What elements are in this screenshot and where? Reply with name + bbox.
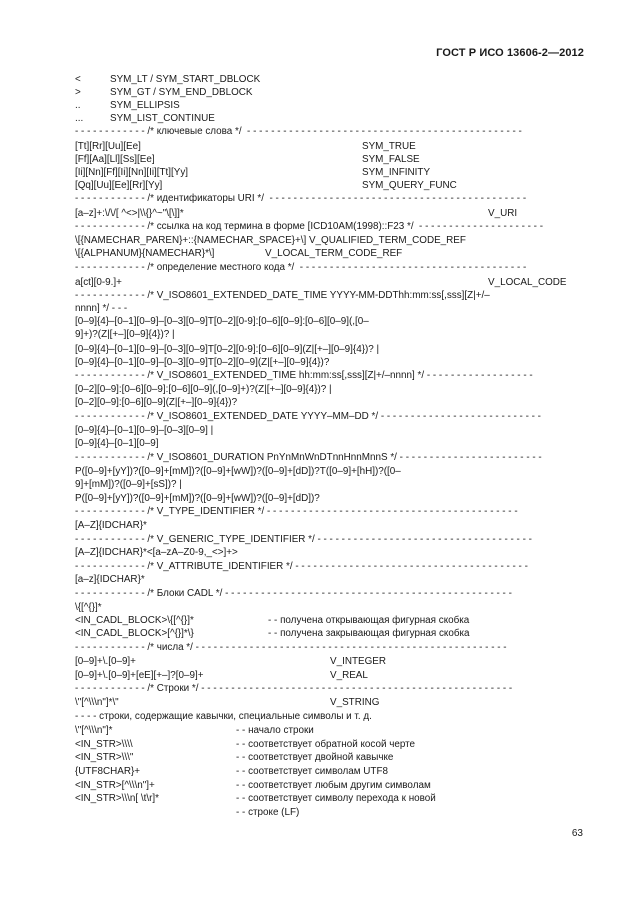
code-line: \[{ALPHANUM}{NAMECHAR}*\] <box>75 248 215 259</box>
code-line-annotation: V_STRING <box>330 697 380 708</box>
code-line: [a–z]{IDCHAR}* <box>75 574 145 585</box>
code-line: - - - - - - - - - - - - /* ключевые слова */ - - - - - - - - - - - - - - - - - - - - - - - - - - - - - - - - - - - - - - - - - - - - - - <box>75 126 522 137</box>
code-line-annotation: SYM_ELLIPSIS <box>110 100 180 111</box>
code-line-annotation: - - соответствует обратной косой черте <box>236 739 416 750</box>
code-line: - - - - - - - - - - - - /* V_ISO8601_EXTENDED_DATE YYYY–MM–DD */ - - - - - - - - - - - - - - - - - - - - - - - - - - - <box>75 411 541 422</box>
code-line: [0–2][0–9]:[0–6][0–9]:[0–6][0–9](,[0–9]+)?(Z|[+–][0–9]{4})? | <box>75 384 332 395</box>
code-line: {UTF8CHAR}+ <box>75 766 141 777</box>
code-line: [a–z]+:\/\/[ ^<>|\\{}^~"\[\]]* <box>75 208 184 219</box>
code-line-annotation: - - соответствует символам UTF8 <box>236 766 388 777</box>
code-line: [A–Z]{IDCHAR}* <box>75 520 147 531</box>
code-line-annotation: - - получена открывающая фигурная скобка <box>268 615 470 626</box>
code-line-annotation: SYM_GT / SYM_END_DBLOCK <box>110 87 253 98</box>
code-line: <IN_CADL_BLOCK>\{[^{}]* <box>75 615 194 626</box>
code-line-annotation: - - начало строки <box>236 725 314 736</box>
code-line: 9]+[mM])?([0–9]+[sS])? | <box>75 479 182 490</box>
code-line: 9]+)?(Z|[+–][0–9]{4})? | <box>75 329 175 340</box>
code-line: > <box>75 87 81 98</box>
code-line: [Tt][Rr][Uu][Ee] <box>75 141 141 152</box>
code-line: nnnn] */ - - - <box>75 303 128 314</box>
code-line: [0–9]{4}–[0–1][0–9]–[0–3][0–9] | <box>75 425 214 436</box>
code-line: [Qq][Uu][Ee][Rr][Yy] <box>75 180 163 191</box>
code-line: <IN_CADL_BLOCK>[^{}]*\} <box>75 628 194 639</box>
code-line: [0–9]+\.[0–9]+ <box>75 656 136 667</box>
code-line: [0–2][0–9]:[0–6][0–9](Z|[+–][0–9]{4})? <box>75 397 238 408</box>
code-line-annotation: - - соответствует символу перехода к новой <box>236 793 436 804</box>
code-line-annotation: SYM_TRUE <box>362 141 416 152</box>
code-line: \"[^\\\n"]* <box>75 725 113 736</box>
code-line: <IN_STR>\\\\ <box>75 739 133 750</box>
code-line-annotation: V_INTEGER <box>330 656 386 667</box>
code-line: - - - - - - - - - - - - /* ссылка на код термина в форме [ICD10AM(1998)::F23 */ - - - - - - - - - - - - - - - - - - - - - <box>75 221 543 232</box>
code-line: \[{NAMECHAR_PAREN}+::{NAMECHAR_SPACE}+\] V_QUALIFIED_TERM_CODE_REF <box>75 235 466 246</box>
code-line-annotation: - - соответствует любым другим символам <box>236 780 431 791</box>
code-line: - - - - - - - - - - - - /* числа */ - - - - - - - - - - - - - - - - - - - - - - - - - - - - - - - - - - - - - - - - - - - - - - - - - - - - <box>75 642 507 653</box>
code-line: - - - - строки, содержащие кавычки, специальные символы и т. д. <box>75 711 372 722</box>
code-line: < <box>75 74 81 85</box>
code-line-annotation: V_URI <box>488 208 518 219</box>
code-line-annotation: SYM_LT / SYM_START_DBLOCK <box>110 74 261 85</box>
code-line-annotation: SYM_QUERY_FUNC <box>362 180 457 191</box>
page-number: 63 <box>571 828 583 839</box>
code-line: [Ff][Aa][Ll][Ss][Ee] <box>75 154 155 165</box>
code-line-annotation: - - соответствует двойной кавычке <box>236 752 394 763</box>
document-header: ГОСТ Р ИСО 13606-2—2012 <box>436 47 584 59</box>
code-line: - - - - - - - - - - - - /* Блоки CADL */ - - - - - - - - - - - - - - - - - - - - - - - - - - - - - - - - - - - - - - - - - - - - - - - - <box>75 588 512 599</box>
code-line-annotation: V_REAL <box>330 670 368 681</box>
code-line: - - - - - - - - - - - - /* V_ISO8601_EXTENDED_DATE_TIME YYYY-MM-DDThh:mm:ss[,sss][Z|+/– <box>75 290 490 301</box>
code-line: P([0–9]+[yY])?([0–9]+[mM])?([0–9]+[wW])?([0–9]+[dD])?T([0–9]+[hH])?([0– <box>75 466 401 477</box>
code-line-annotation: - - строке (LF) <box>236 807 300 818</box>
code-line: .. <box>75 100 81 111</box>
code-line-annotation: SYM_FALSE <box>362 154 420 165</box>
code-line-annotation: SYM_LIST_CONTINUE <box>110 113 215 124</box>
code-line: - - - - - - - - - - - - /* V_GENERIC_TYPE_IDENTIFIER */ - - - - - - - - - - - - - - - - - - - - - - - - - - - - - - - - - - - - <box>75 534 532 545</box>
code-line: - - - - - - - - - - - - /* идентификаторы URI */ - - - - - - - - - - - - - - - - - - - - - - - - - - - - - - - - - - - - - - - - - - - <box>75 193 527 204</box>
code-line: \"[^\\\n"]*\" <box>75 697 119 708</box>
code-line: a[ct][0-9.]+ <box>75 277 122 288</box>
code-line: - - - - - - - - - - - - /* V_ISO8601_DURATION PnYnMnWnDTnnHnnMnnS */ - - - - - - - - - - - - - - - - - - - - - - - - <box>75 452 542 463</box>
code-line: - - - - - - - - - - - - /* определение местного кода */ - - - - - - - - - - - - - - - - - - - - - - - - - - - - - - - - - - - - - - <box>75 262 527 273</box>
code-line-annotation: - - получена закрывающая фигурная скобка <box>268 628 470 639</box>
code-line: P([0–9]+[yY])?([0–9]+[mM])?([0–9]+[wW])?([0–9]+[dD])? <box>75 493 320 504</box>
code-line: - - - - - - - - - - - - /* V_TYPE_IDENTIFIER */ - - - - - - - - - - - - - - - - - - - - - - - - - - - - - - - - - - - - - - - - - - <box>75 506 518 517</box>
code-line: [Ii][Nn][Ff][Ii][Nn][Ii][Tt][Yy] <box>75 167 189 178</box>
code-line-annotation: SYM_INFINITY <box>362 167 431 178</box>
code-line: - - - - - - - - - - - - /* V_ISO8601_EXTENDED_TIME hh:mm:ss[,sss][Z|+/–nnnn] */ - - - - - - - - - - - - - - - - - - <box>75 370 533 381</box>
code-line: ... <box>75 113 84 124</box>
code-line: [A–Z]{IDCHAR}*<[a–zA–Z0-9,_<>]+> <box>75 547 238 558</box>
code-line: [0–9]{4}–[0–1][0–9]–[0–3][0–9]T[0–2][0-9]:[0–6][0–9]:[0–6][0–9](,[0– <box>75 316 369 327</box>
code-line: <IN_STR>[^\\\n"]+ <box>75 780 155 791</box>
code-line: [0–9]+\.[0–9]+[eE][+–]?[0–9]+ <box>75 670 204 681</box>
code-line: [0–9]{4}–[0–1][0–9] <box>75 438 159 449</box>
code-line: <IN_STR>\\\n[ \t\r]* <box>75 793 159 804</box>
code-line-annotation: V_LOCAL_CODE <box>488 277 567 288</box>
code-line: [0–9]{4}–[0–1][0–9]–[0–3][0–9]T[0–2][0-9]:[0–6][0–9](Z|[+–][0–9]{4})? | <box>75 344 380 355</box>
code-line: [0–9]{4}–[0–1][0–9]–[0–3][0–9]T[0–2][0–9](Z|[+–][0–9]{4})? <box>75 357 330 368</box>
code-line: - - - - - - - - - - - - /* V_ATTRIBUTE_IDENTIFIER */ - - - - - - - - - - - - - - - - - - - - - - - - - - - - - - - - - - - - - - - <box>75 561 528 572</box>
code-line: <IN_STR>\\\" <box>75 752 134 763</box>
code-line: - - - - - - - - - - - - /* Строки */ - - - - - - - - - - - - - - - - - - - - - - - - - - - - - - - - - - - - - - - - - - - - - - - - - - - - <box>75 683 513 694</box>
code-line: \{[^{}]* <box>75 602 102 613</box>
code-line-annotation: V_LOCAL_TERM_CODE_REF <box>265 248 403 259</box>
